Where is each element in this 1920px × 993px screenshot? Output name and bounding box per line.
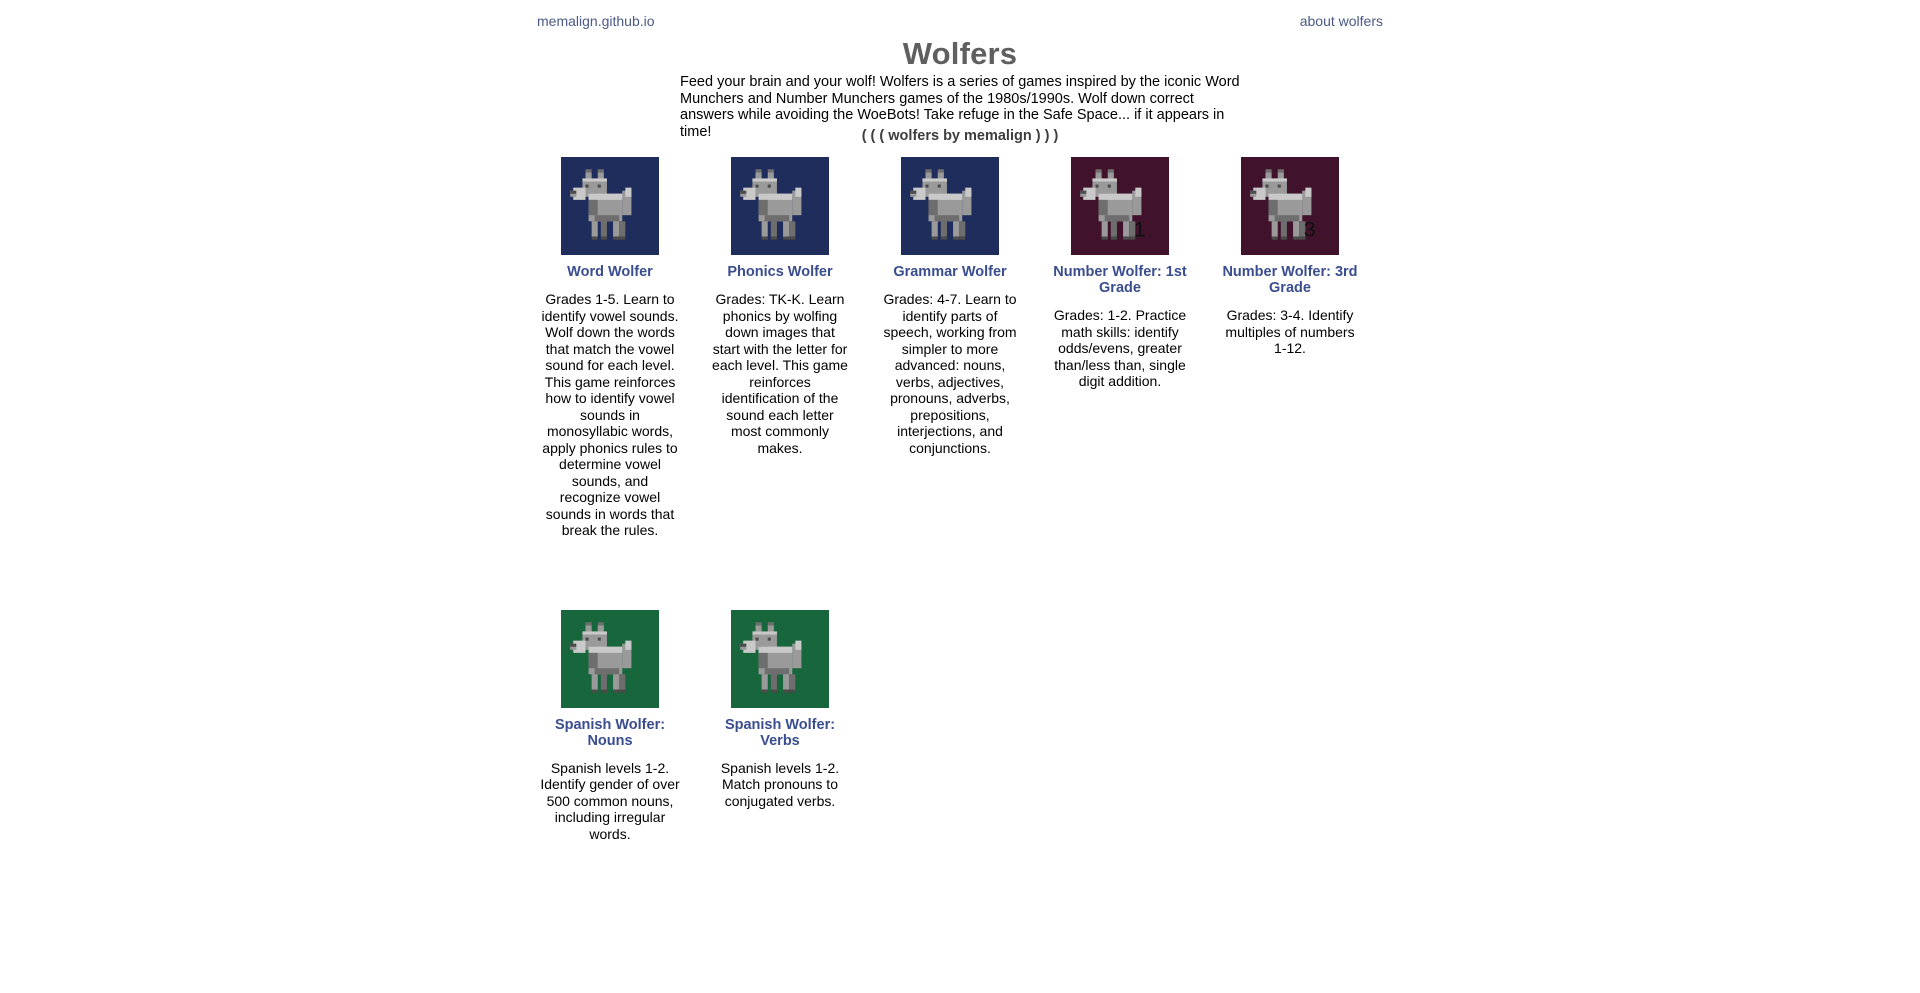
game-card[interactable] <box>1050 152 1190 390</box>
wolf-icon[interactable] <box>561 157 659 255</box>
game-description: Grades: 1-2. Practice math skills: identify odds/evens, greater than/less than, single digit addition. <box>1053 307 1187 389</box>
svg-text:3: 3 <box>1303 217 1316 242</box>
game-card[interactable] <box>540 605 680 843</box>
games-grid <box>540 152 1385 842</box>
byline: ( ( ( wolfers by memalign ) ) ) <box>861 128 1059 144</box>
nav-link-about[interactable]: about wolfers <box>1299 13 1383 29</box>
game-card[interactable] <box>710 605 850 810</box>
game-title-link[interactable]: Number Wolfer: 3rd Grade <box>1222 264 1358 296</box>
game-description: Spanish levels 1-2. Match pronouns to conjugated verbs. <box>720 759 840 809</box>
game-card[interactable] <box>880 152 1020 456</box>
game-title-link[interactable]: Phonics Wolfer <box>727 264 833 280</box>
wolf-icon[interactable] <box>1071 157 1169 255</box>
page-title: Wolfers <box>902 36 1018 71</box>
game-description: Grades: TK-K. Learn phonics by wolfing down images that start with the letter for each level. This game reinforces identification of the sound each letter most commonly makes. <box>712 291 848 456</box>
games-row-1 <box>540 152 1385 539</box>
top-navigation <box>537 10 1383 34</box>
game-description: Grades: 3-4. Identify multiples of numbers 1-12. <box>1225 307 1355 356</box>
game-description: Spanish levels 1-2. Identify gender of over 500 common nouns, including irregular words. <box>540 759 680 842</box>
svg-text:1: 1 <box>1133 217 1146 242</box>
game-title-link[interactable]: Grammar Wolfer <box>893 264 1007 280</box>
wolf-icon[interactable] <box>1241 157 1339 255</box>
game-title-link[interactable]: Number Wolfer: 1st Grade <box>1053 264 1187 296</box>
game-description: Grades: 4-7. Learn to identify parts of speech, working from simpler to more advanced: nouns, verbs, adjectives, pronouns, adverbs, prepositions, interjections, and conjunctions. <box>883 291 1017 456</box>
wolf-icon[interactable] <box>731 610 829 708</box>
game-card[interactable] <box>1220 152 1360 357</box>
game-card[interactable] <box>710 152 850 456</box>
game-description: Grades 1-5. Learn to identify vowel sounds. Wolf down the words that match the vowel sound for each level. This game reinforces how to identify vowel sounds in monosyllabic words, apply phonics rules to determine vowel sounds, and recognize vowel sounds in words that break the rules. <box>541 291 679 538</box>
wolf-icon[interactable] <box>901 157 999 255</box>
games-row-2 <box>540 605 1385 843</box>
wolf-icon[interactable] <box>561 610 659 708</box>
game-card[interactable] <box>540 152 680 539</box>
game-title-link[interactable]: Spanish Wolfer: Verbs <box>724 716 836 749</box>
game-title-link[interactable]: Spanish Wolfer: Nouns <box>554 716 666 749</box>
intro-paragraph: Feed your brain and your wolf! Wolfers is a series of games inspired by the iconic Word Munchers and Number Munchers games of the 1980s/1990s. Wolf down correct answers while avoiding the WoeBots! Take refuge in the Safe Space... if it appears in time! <box>680 74 1240 140</box>
game-title-link[interactable]: Word Wolfer <box>567 264 653 280</box>
wolf-icon[interactable] <box>731 157 829 255</box>
nav-link-home[interactable]: memalign.github.io <box>537 13 655 29</box>
